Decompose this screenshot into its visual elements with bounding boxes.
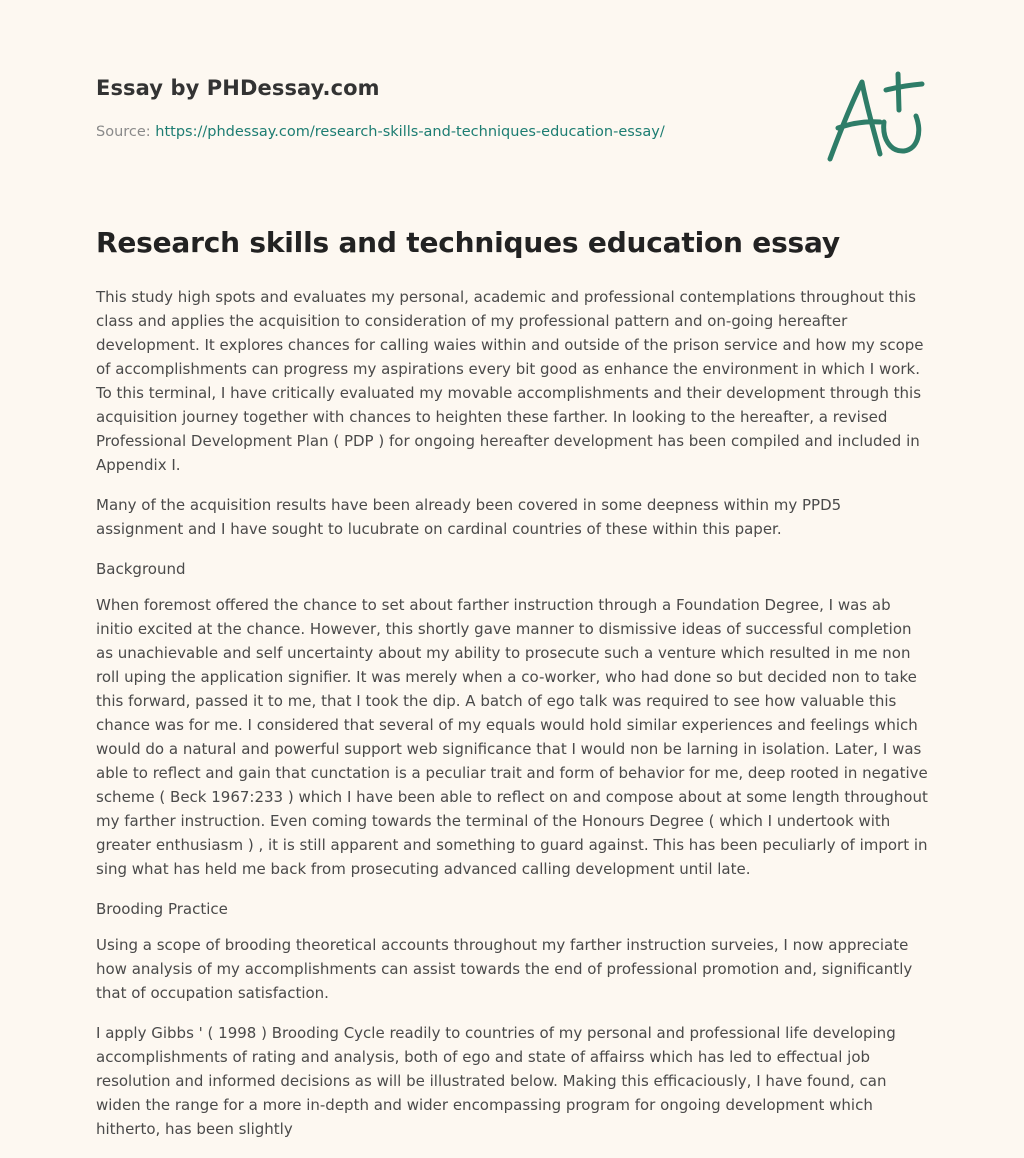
essay-paragraph: Many of the acquisition results have been already been covered in some deepness within my PPD5 assignment and I have sought to lucubrate on cardinal countries of these within this paper. [96,496,842,538]
essay-title: Research skills and techniques education essay [96,226,840,259]
essay-body [96,285,930,1157]
source-line [96,124,665,140]
essay-paragraph: Using a scope of brooding theoretical accounts throughout my farther instruction surveies, I now appreciate how analysis of my accomplishments can assist towards the end of professional promotion and, significantly that of occupation satisfaction. [96,936,913,1002]
a-plus-logo-icon [818,66,930,166]
source-link[interactable]: https://phdessay.com/research-skills-and-techniques-education-essay/ [155,124,665,140]
essay-paragraph: This study high spots and evaluates my personal, academic and professional contemplations throughout this class and applies the acquisition to consideration of my professional pattern and on-going hereafter development. It explores chances for calling waies within and outside of the prison service and how my scope of accomplishments can progress my aspirations every bit good as enhance the environment in which I work. To this terminal, I have critically evaluated my movable accomplishments and their development through this acquisition journey together with chances to heighten these farther. In looking to the hereafter, a revised Professional Development Plan ( PDP ) for ongoing hereafter development has been compiled and included in Appendix I. [96,288,924,474]
essay-paragraph: I apply Gibbs ' ( 1998 ) Brooding Cycle readily to countries of my personal and professional life developing accomplishments of rating and analysis, both of ego and state of affairss which has led to effectual job resolution and informed decisions as will be illustrated below. Making this efficaciously, I have found, can widen the range for a more in-depth and wider encompassing program for ongoing development which hitherto, has been slightly [96,1024,896,1138]
essay-paragraph: When foremost offered the chance to set about farther instruction through a Foundation Degree, I was ab initio excited at the chance. However, this shortly gave manner to dismissive ideas of successful completion as unachievable and self uncertainty about my ability to prosecute such a venture which resulted in me non roll uping the application signifier. It was merely when a co-worker, who had done so but decided non to take this forward, passed it to me, that I took the dip. A batch of ego talk was required to see how valuable this chance was for me. I considered that several of my equals would hold similar experiences and feelings which would do a natural and powerful support web significance that I would non be larning in isolation. Later, I was able to reflect and gain that cunctation is a peculiar trait and form of behavior for me, deep rooted in negative scheme ( Beck 1967:233 ) which I have been able to reflect on and compose about at some length throughout my farther instruction. Even coming towards the terminal of the Honours Degree ( which I undertook with greater enthusiasm ) , it is still apparent and something to guard against. This has been peculiarly of import in sing what has held me back from prosecuting advanced calling development until late. [96,596,928,878]
section-heading-brooding-practice: Brooding Practice [96,900,228,918]
section-heading-background: Background [96,560,186,578]
brand-title: Essay by PHDessay.com [96,76,380,100]
source-label: Source: [96,124,151,140]
